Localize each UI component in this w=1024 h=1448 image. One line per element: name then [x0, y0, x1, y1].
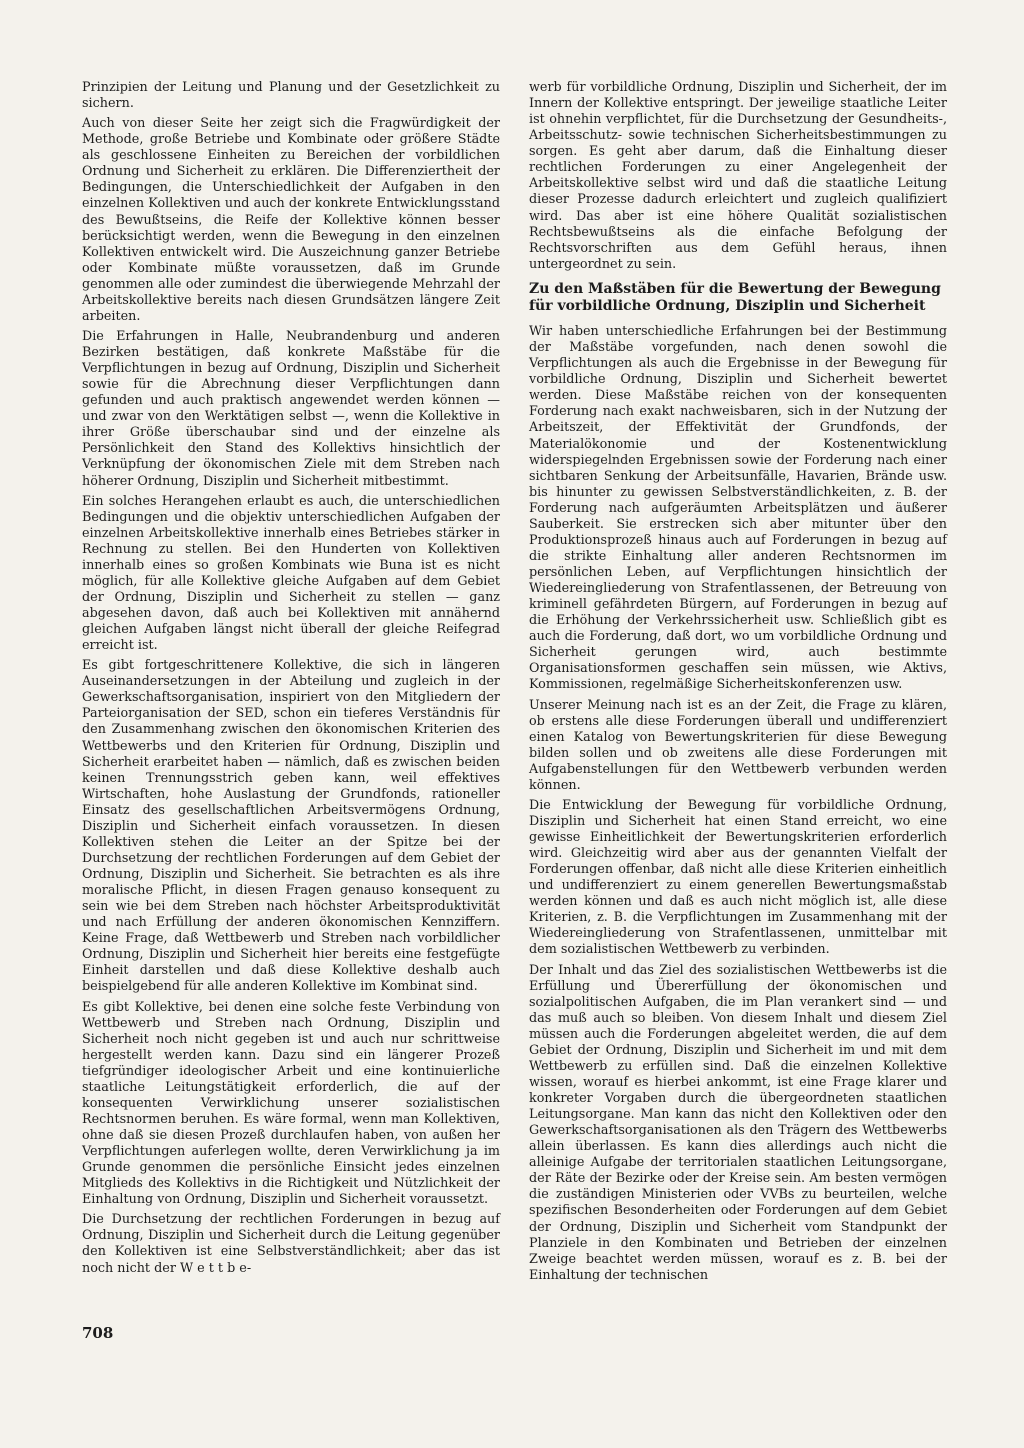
paragraph: Die Erfahrungen in Halle, Neubrandenburg und anderen Bezirken bestätigen, daß konkrete Maßstäbe für die Verpflichtungen in bezug auf Ordnung, Disziplin und Sicherheit sowie für die Abrechnung dieser Verpflichtungen dann gefunden und auch praktisch angewendet werden können — und zwar von den Werktätigen selbst —, wenn die Kollektive in ihrer Größe überschaubar sind und der einzelne als Persönlichkeit den Stand des Kollektivs hinsichtlich der Verknüpfung der ökonomischen Ziele mit dem Streben nach höherer Ordnung, Disziplin und Sicherheit mitbestimmt.	[82, 328, 500, 489]
paragraph: Der Inhalt und das Ziel des sozialistischen Wettbewerbs ist die Erfüllung und Übererfüllung der ökonomischen und sozialpolitischen Aufgaben, die im Plan verankert sind — und das muß auch so bleiben. Von diesem Inhalt und diesem Ziel müssen auch die Forderungen abgeleitet werden, die auf dem Gebiet der Ordnung, Disziplin und Sicherheit im und mit dem Wettbewerb zu erfüllen sind. Daß die einzelnen Kollektive wissen, worauf es hierbei ankommt, ist eine Frage klarer und konkreter Vorgaben durch die übergeordneten staatlichen Leitungsorgane. Man kann das nicht den Kollektiven oder den Gewerkschaftsorganisationen als den Trägern des Wettbewerbs allein überlassen. Es kann dies allerdings auch nicht die alleinige Aufgabe der territorialen staatlichen Leitungsorgane, der Räte der Bezirke oder der Kreise sein. Am besten vermögen die zuständigen Ministerien oder VVBs zu beurteilen, welche spezifischen Besonderheiten oder Forderungen auf dem Gebiet der Ordnung, Disziplin und Sicherheit vom Standpunkt der Planziele in den Kombinaten und Betrieben der einzelnen Zweige beachtet werden müssen, worauf es z. B. bei der Einhaltung der technischen	[529, 962, 947, 1283]
page-number: 708	[82, 1324, 114, 1342]
paragraph: Auch von dieser Seite her zeigt sich die Fragwürdigkeit der Methode, große Betriebe und Kombinate oder größere Städte als geschlossene Einheiten zu Bereichen der vorbildlichen Ordnung und Sicherheit zu erklären. Die Differenziertheit der Bedingungen, die Unterschiedlichkeit der Aufgaben in den einzelnen Kollektiven und auch der konkrete Entwicklungsstand des Bewußtseins, die Reife der Kollektive können besser berücksichtigt werden, wenn die Bewegung in den einzelnen Kollektiven entwickelt wird. Die Auszeichnung ganzer Betriebe oder Kombinate müßte voraussetzen, daß im Grunde genommen alle oder zumindest die überwiegende Mehrzahl der Arbeitskollektive bereits nach diesen Grundsätzen längere Zeit arbeiten.	[82, 116, 500, 324]
paragraph: Wir haben unterschiedliche Erfahrungen bei der Bestimmung der Maßstäbe vorgefunden, nach denen sowohl die Verpflichtungen als auch die Ergebnisse in der Bewegung für vorbildliche Ordnung, Disziplin und Sicherheit bewertet werden. Diese Maßstäbe reichen von der konsequenten Forderung nach exakt nachweisbaren, sich in der Nutzung der Arbeitszeit, der Effektivität der Grundfonds, der Materialökonomie und der Kostenentwicklung widerspiegelnden Ergebnissen sowie der Forderung nach einer sichtbaren Senkung der Arbeitsunfälle, Havarien, Brände usw. bis hinunter zu gewissen Selbstverständlichkeiten, z. B. der Forderung nach aufgeräumten Arbeitsplätzen und äußerer Sauberkeit. Sie erstrecken sich aber mitunter über den Produktionsprozeß hinaus auch auf Forderungen in bezug auf die strikte Einhaltung aller anderen Rechtsnormen im persönlichen Leben, auf Verpflichtungen hinsichtlich der Wiedereingliederung von Strafentlassenen, der Betreuung von kriminell gefährdeten Bürgern, auf Forderungen in bezug auf die Erhöhung der Verkehrssicherheit usw. Schließlich gibt es auch die Forderung, daß dort, wo um vorbildliche Ordnung und Sicherheit gerungen wird, auch bestimmte Organisationsformen geschaffen sein müssen, wie Aktivs, Kommissionen, regelmäßige Sicherheitskonferenzen usw.	[529, 324, 947, 693]
paragraph: Unserer Meinung nach ist es an der Zeit, die Frage zu klären, ob erstens alle diese Forderungen überall und undifferenziert einen Katalog von Bewertungskriterien für diese Bewegung bilden sollen und ob zweitens alle diese Forderungen mit Aufgabenstellungen für den Wettbewerb verbunden werden können.	[529, 697, 947, 793]
paragraph: Die Entwicklung der Bewegung für vorbildliche Ordnung, Disziplin und Sicherheit hat einen Stand erreicht, wo eine gewisse Einheitlichkeit der Bewertungskriterien erforderlich wird. Gleichzeitig wird aber aus der genannten Vielfalt der Forderungen offenbar, daß nicht alle diese Kriterien einheitlich und undifferenziert zu einem generellen Bewertungsmaßstab werden können und daß es auch nicht möglich ist, alle diese Kriterien, z. B. die Verpflichtungen im Zusammenhang mit der Wiedereingliederung von Strafentlassenen, unmittelbar mit dem sozialistischen Wettbewerb zu verbinden.	[529, 797, 947, 958]
paragraph: Die Durchsetzung der rechtlichen Forderungen in bezug auf Ordnung, Disziplin und Sicherheit durch die Leitung gegenüber den Kollektiven ist eine Selbstverständlichkeit; aber das ist noch nicht der W e t t b e-	[82, 1212, 500, 1276]
left-text-column	[82, 80, 500, 1281]
paragraph: Prinzipien der Leitung und Planung und der Gesetzlichkeit zu sichern.	[82, 80, 500, 112]
paragraph: Es gibt fortgeschrittenere Kollektive, die sich in längeren Auseinandersetzungen in der Abteilung und zugleich in der Gewerkschaftsorganisation, inspiriert von den Mitgliedern der Parteiorganisation der SED, schon ein tieferes Verständnis für den Zusammenhang zwischen den ökonomischen Kriterien des Wettbewerbs und den Kriterien für Ordnung, Disziplin und Sicherheit erarbeitet haben — nämlich, daß es zwischen beiden keinen Trennungsstrich geben kann, weil effektives Wirtschaften, hohe Auslastung der Grundfonds, rationeller Einsatz des gesellschaftlichen Arbeitsvermögens Ordnung, Disziplin und Sicherheit einfach voraussetzen. In diesen Kollektiven stehen die Leiter an der Spitze bei der Durchsetzung der rechtlichen Forderungen auf dem Gebiet der Ordnung, Disziplin und Sicherheit. Sie betrachten es als ihre moralische Pflicht, in diesen Fragen genauso konsequent zu sein wie bei dem Streben nach höchster Arbeitsproduktivität und nach Erfüllung der anderen ökonomischen Kennziffern. Keine Frage, daß Wettbewerb und Streben nach vorbildlicher Ordnung, Disziplin und Sicherheit hier bereits eine festgefügte Einheit darstellen und daß diese Kollektive deshalb auch beispielgebend für alle anderen Kollektive im Kombinat sind.	[82, 658, 500, 995]
paragraph: werb für vorbildliche Ordnung, Disziplin und Sicherheit, der im Innern der Kollektive entspringt. Der jeweilige staatliche Leiter ist ohnehin verpflichtet, für die Durchsetzung der Gesundheits-, Arbeitsschutz- sowie technischen Sicherheitsbestimmungen zu sorgen. Es geht aber darum, daß die Einhaltung dieser rechtlichen Forderungen zu einer Angelegenheit der Arbeitskollektive selbst wird und daß die staatliche Leitung dieser Prozesse dadurch erleichtert und zugleich qualifiziert wird. Das aber ist eine höhere Qualität sozialistischen Rechtsbewußtseins als die einfache Befolgung der Rechtsvorschriften aus dem Gefühl heraus, ihnen untergeordnet zu sein.	[529, 80, 947, 272]
right-text-column	[529, 80, 947, 1288]
paragraph: Ein solches Herangehen erlaubt es auch, die unterschiedlichen Bedingungen und die objektiv unterschiedlichen Aufgaben der einzelnen Arbeitskollektive innerhalb eines Betriebes stärker in Rechnung zu stellen. Bei den Hunderten von Kollektiven innerhalb eines so großen Kombinats wie Buna ist es nicht möglich, für alle Kollektive gleiche Aufgaben auf dem Gebiet der Ordnung, Disziplin und Sicherheit zu stellen — ganz abgesehen davon, daß auch bei Kollektiven mit annähernd gleichen Aufgaben längst nicht überall der gleiche Reifegrad erreicht ist.	[82, 493, 500, 654]
section-heading: Zu den Maßstäben für die Bewertung der Bewegung für vorbildliche Ordnung, Disziplin und Sicherheit	[529, 280, 941, 315]
paragraph: Es gibt Kollektive, bei denen eine solche feste Verbindung von Wettbewerb und Streben nach Ordnung, Disziplin und Sicherheit noch nicht gegeben ist und auch nur schrittweise hergestellt werden kann. Dazu sind ein längerer Prozeß tiefgründiger ideologischer Arbeit und eine kontinuierliche staatliche Leitungstätigkeit erforderlich, die auf der konsequenten Verwirklichung unserer sozialistischen Rechtsnormen beruhen. Es wäre formal, wenn man Kollektiven, ohne daß sie diesen Prozeß durchlaufen haben, von außen her Verpflichtungen auferlegen wollte, deren Verwirklichung ja im Grunde genommen die persönliche Einsicht jedes einzelnen Mitglieds des Kollektivs in die Richtigkeit und Nützlichkeit der Einhaltung von Ordnung, Disziplin und Sicherheit voraussetzt.	[82, 999, 500, 1208]
